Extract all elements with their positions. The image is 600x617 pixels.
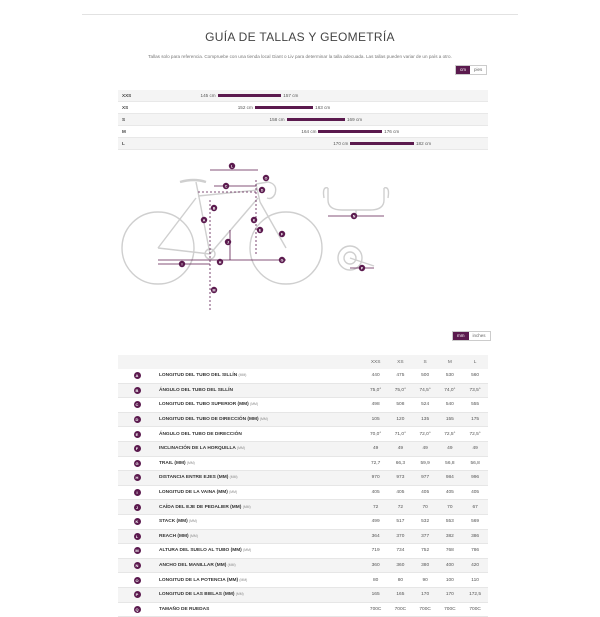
diagram-letter: H	[218, 260, 222, 265]
table-row	[118, 471, 488, 486]
row-letter-cell	[118, 383, 156, 398]
row-unit: (MM)	[250, 402, 258, 407]
row-letter-badge: A	[134, 372, 141, 379]
row-label: LONGITUD DEL TUBO DEL SILLÍN (MM)	[156, 369, 363, 383]
size-column-header: XS	[388, 355, 413, 369]
diagram-letter: G	[280, 258, 284, 263]
row-letter-cell	[118, 544, 156, 559]
row-value: 75,0°	[388, 383, 413, 398]
row-value: 49	[437, 441, 462, 456]
diagram-letter: L	[230, 164, 234, 169]
row-unit: (MM)	[237, 446, 245, 451]
row-letter-cell	[118, 427, 156, 442]
row-value: 165	[388, 587, 413, 602]
crankset-view	[338, 246, 374, 270]
table-row	[118, 456, 488, 471]
table-row	[118, 529, 488, 544]
table-row	[118, 485, 488, 500]
unit-inches-button[interactable]: inches	[472, 333, 486, 338]
row-letter-badge: M	[135, 548, 139, 554]
row-letter-cell	[118, 500, 156, 515]
row-label: TRAIL (MM) (MM)	[156, 456, 363, 471]
row-letter-badge: K	[134, 518, 141, 525]
row-value: 973	[388, 471, 413, 486]
row-value: 569	[462, 514, 488, 529]
row-letter-cell	[118, 412, 156, 427]
row-label: INCLINACIÓN DE LA HORQUILLA (MM)	[156, 441, 363, 456]
row-value: 440	[363, 369, 388, 383]
geometry-unit-toggle[interactable]	[452, 331, 491, 341]
row-value: 66,3	[388, 456, 413, 471]
row-value: 768	[437, 544, 462, 559]
row-value: 382	[437, 529, 462, 544]
row-letter-badge: J	[134, 504, 141, 511]
row-value: 67	[462, 500, 488, 515]
unit-cm-button[interactable]: cm	[456, 66, 470, 74]
row-value: 165	[363, 587, 388, 602]
row-value: 70	[437, 500, 462, 515]
row-value: 72,7	[363, 456, 388, 471]
size-column-header: S	[413, 355, 438, 369]
row-label: LONGITUD DEL TUBO DE DIRECCIÓN (MM) (MM)	[156, 412, 363, 427]
row-letter-cell	[118, 514, 156, 529]
row-value: 996	[462, 471, 488, 486]
size-max-value: 163 cm	[315, 105, 331, 110]
row-value: 175	[462, 412, 488, 427]
row-value: 400	[437, 558, 462, 573]
size-label: S	[122, 117, 126, 122]
size-row	[118, 114, 488, 126]
row-value: 80	[388, 573, 413, 588]
row-value: 405	[413, 485, 438, 500]
diagram-letter: K	[252, 218, 256, 223]
table-row	[118, 441, 488, 456]
row-value: 100	[437, 573, 462, 588]
row-unit: (MM)	[189, 533, 198, 538]
row-value: 155	[437, 412, 462, 427]
row-letter-badge: I	[134, 489, 141, 496]
row-letter-cell	[118, 558, 156, 573]
row-letter-cell	[118, 441, 156, 456]
size-chart	[118, 90, 488, 150]
size-label: XXS	[122, 93, 132, 98]
size-row	[118, 102, 488, 114]
size-label: XS	[122, 105, 129, 110]
row-letter-badge: O	[135, 577, 139, 583]
row-value: 70	[413, 500, 438, 515]
row-value: 508	[388, 398, 413, 413]
row-letter-badge: L	[134, 533, 141, 540]
row-value: 80	[363, 573, 388, 588]
row-value: 700C	[363, 602, 388, 617]
table-row	[118, 398, 488, 413]
row-value: 700C	[413, 602, 438, 617]
table-row	[118, 383, 488, 398]
row-letter-cell	[118, 529, 156, 544]
row-value: 73,5°	[462, 383, 488, 398]
row-label: ANCHO DEL MANILLAR (MM) (MM)	[156, 558, 363, 573]
row-value: 56,8	[437, 456, 462, 471]
table-row	[118, 514, 488, 529]
row-value: 700C	[388, 602, 413, 617]
size-max-value: 182 cm	[416, 141, 432, 146]
row-value: 719	[363, 544, 388, 559]
row-value: 499	[363, 514, 388, 529]
row-letter-badge: F	[134, 445, 141, 452]
size-range-bar	[318, 130, 382, 133]
row-unit: (MM)	[239, 577, 248, 582]
geometry-table	[118, 355, 488, 617]
row-label: ÁNGULO DEL TUBO DEL SILLÍN	[156, 383, 363, 398]
size-max-value: 157 cm	[283, 93, 299, 98]
row-letter-cell	[118, 573, 156, 588]
row-unit: (MM)	[229, 475, 238, 480]
diagram-letter: A	[202, 218, 206, 223]
row-letter-badge: Q	[135, 606, 139, 612]
diagram-letter: F	[280, 232, 284, 237]
row-value: 405	[388, 485, 413, 500]
row-value: 135	[413, 412, 438, 427]
row-value: 475	[388, 369, 413, 383]
row-label: ALTURA DEL SUELO AL TUBO (MM) (MM)	[156, 544, 363, 559]
table-row	[118, 602, 488, 617]
row-value: 49	[413, 441, 438, 456]
row-value: 700C	[462, 602, 488, 617]
row-label: LONGITUD DE LA VAINA (MM) (MM)	[156, 485, 363, 500]
row-label: LONGITUD DEL TUBO SUPERIOR (MM) (MM)	[156, 398, 363, 413]
diagram-letter: C	[224, 184, 228, 189]
row-label: DISTANCIA ENTRE EJES (MM) (MM)	[156, 471, 363, 486]
size-range-bar	[287, 118, 345, 121]
size-column-header: M	[437, 355, 462, 369]
size-min-value: 170 cm	[333, 141, 349, 146]
row-value: 70,0°	[363, 427, 388, 442]
geometry-header-row	[118, 355, 488, 369]
size-column-header: XXS	[363, 355, 388, 369]
row-value: 172,5	[462, 587, 488, 602]
row-value: 734	[388, 544, 413, 559]
size-max-value: 176 cm	[384, 129, 400, 134]
row-value: 120	[388, 412, 413, 427]
size-min-value: 164 cm	[301, 129, 317, 134]
row-value: 700C	[437, 602, 462, 617]
row-value: 553	[437, 514, 462, 529]
row-value: 377	[413, 529, 438, 544]
row-value: 752	[413, 544, 438, 559]
row-label: LONGITUD DE LA POTENCIA (MM) (MM)	[156, 573, 363, 588]
size-label: M	[122, 129, 126, 134]
row-value: 364	[363, 529, 388, 544]
row-unit: (MM)	[242, 504, 251, 509]
table-row	[118, 412, 488, 427]
row-value: 517	[388, 514, 413, 529]
page-title: GUÍA DE TALLAS Y GEOMETRÍA	[205, 30, 395, 44]
diagram-letter: B	[212, 206, 216, 211]
row-value: 524	[413, 398, 438, 413]
row-value: 49	[388, 441, 413, 456]
diagram-letter: E	[258, 228, 262, 233]
row-value: 72	[388, 500, 413, 515]
row-value: 49	[462, 441, 488, 456]
row-letter-badge: N	[134, 562, 141, 569]
row-label: REACH (MM) (MM)	[156, 529, 363, 544]
size-unit-toggle[interactable]	[455, 65, 487, 75]
row-label: TAMAÑO DE RUEDAS	[156, 602, 363, 617]
diagram-letter: D	[260, 188, 264, 193]
row-value: 540	[437, 398, 462, 413]
row-unit: (MM)	[238, 373, 247, 378]
row-value: 74,0°	[437, 383, 462, 398]
row-letter-badge: H	[134, 474, 141, 481]
handlebar-front-view	[324, 188, 389, 219]
row-value: 72,0°	[413, 427, 438, 442]
size-column-header: L	[462, 355, 488, 369]
row-label: CAÍDA DEL EJE DE PEDALIER (MM) (MM)	[156, 500, 363, 515]
row-unit: (MM)	[243, 548, 252, 553]
row-value: 970	[363, 471, 388, 486]
row-letter-badge: E	[134, 431, 141, 438]
size-row	[118, 90, 488, 102]
table-row	[118, 573, 488, 588]
table-row	[118, 369, 488, 383]
row-value: 360	[363, 558, 388, 573]
row-value: 498	[363, 398, 388, 413]
size-min-value: 145 cm	[200, 93, 216, 98]
diagram-letter: P	[360, 266, 364, 271]
row-letter-cell	[118, 456, 156, 471]
row-value: 786	[462, 544, 488, 559]
row-value: 75,0°	[363, 383, 388, 398]
diagram-letter: O	[264, 176, 268, 181]
row-value: 560	[462, 369, 488, 383]
row-unit: (MM)	[189, 519, 197, 524]
row-unit: (MM)	[186, 460, 195, 465]
row-letter-cell	[118, 485, 156, 500]
row-unit: (MM)	[259, 417, 268, 422]
diagram-letter: I	[181, 262, 183, 267]
table-row	[118, 427, 488, 442]
size-label: L	[122, 141, 125, 146]
row-letter-badge: G	[135, 460, 139, 466]
row-letter-badge: P	[134, 591, 141, 598]
header-label-cell	[156, 355, 363, 369]
table-row	[118, 544, 488, 559]
row-value: 360	[388, 558, 413, 573]
row-value: 530	[437, 369, 462, 383]
size-range-bar	[218, 94, 282, 97]
row-value: 90	[413, 573, 438, 588]
row-value: 405	[437, 485, 462, 500]
row-letter-cell	[118, 398, 156, 413]
size-min-value: 158 cm	[269, 117, 285, 122]
unit-pies-button[interactable]: pies	[474, 67, 483, 72]
size-max-value: 169 cm	[347, 117, 363, 122]
row-value: 532	[413, 514, 438, 529]
top-divider	[82, 14, 518, 15]
header-letter-cell	[118, 355, 156, 369]
row-value: 49	[363, 441, 388, 456]
row-letter-cell	[118, 369, 156, 383]
size-range-bar	[255, 106, 313, 109]
table-row	[118, 558, 488, 573]
row-letter-badge: C	[134, 401, 141, 408]
row-value: 72,5°	[437, 427, 462, 442]
diagram-letter: J	[227, 240, 229, 245]
row-value: 984	[437, 471, 462, 486]
row-value: 72,5°	[462, 427, 488, 442]
size-row	[118, 126, 488, 138]
row-letter-cell	[118, 471, 156, 486]
row-value: 71,0°	[388, 427, 413, 442]
row-value: 386	[462, 529, 488, 544]
row-value: 170	[437, 587, 462, 602]
row-value: 170	[413, 587, 438, 602]
row-value: 72	[363, 500, 388, 515]
row-label: ÁNGULO DEL TUBO DE DIRECCIÓN	[156, 427, 363, 442]
page-subtitle: Tallas solo para referencia. Compruebe con una tienda local Giant o Liv para determinar la talla adecuada. Las tallas pueden variar de un país a otro.	[148, 54, 452, 59]
row-value: 500	[413, 369, 438, 383]
row-value: 555	[462, 398, 488, 413]
table-row	[118, 500, 488, 515]
bike-geometry-diagram	[110, 160, 490, 310]
size-min-value: 152 cm	[237, 105, 253, 110]
row-letter-cell	[118, 602, 156, 617]
row-value: 56,8	[462, 456, 488, 471]
row-value: 977	[413, 471, 438, 486]
row-value: 420	[462, 558, 488, 573]
unit-mm-button[interactable]: mm	[453, 332, 469, 340]
diagram-letter: M	[212, 288, 216, 293]
row-value: 405	[462, 485, 488, 500]
row-value: 405	[363, 485, 388, 500]
row-unit: (MM)	[229, 490, 238, 495]
row-value: 74,5°	[413, 383, 438, 398]
row-label: LONGITUD DE LAS BIELAS (MM) (MM)	[156, 587, 363, 602]
row-unit: (MM)	[227, 563, 236, 568]
row-unit: (MM)	[235, 592, 244, 597]
row-value: 110	[462, 573, 488, 588]
row-value: 380	[413, 558, 438, 573]
row-label: STACK (MM) (MM)	[156, 514, 363, 529]
size-row	[118, 138, 488, 150]
row-letter-badge: B	[134, 387, 141, 394]
row-value: 59,9	[413, 456, 438, 471]
row-letter-badge: D	[134, 416, 141, 423]
diagram-letter: N	[352, 214, 356, 219]
row-value: 370	[388, 529, 413, 544]
size-range-bar	[350, 142, 414, 145]
row-value: 105	[363, 412, 388, 427]
